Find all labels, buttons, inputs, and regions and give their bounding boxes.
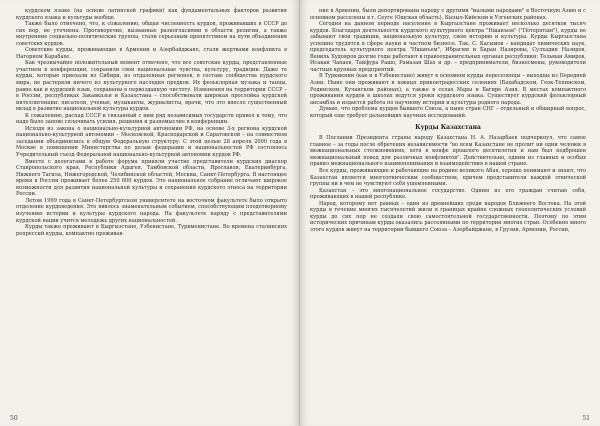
right-paragraph: ние в Армении, были депортированы народу с другими "малыми народами" в Восточную Азию и с основном расселены в г. Сеуге (Ошская область), Кызыл-Кийском и Узгенских районах. (310, 8, 586, 21)
section-heading: Курды Казахстана (415, 124, 481, 132)
right-page-text (310, 8, 586, 234)
right-paragraph: В Туркмении (как и в Узбекистане) живут в основном курды переселенцы – выходцы из Передней Азии. Ныне они проживают в южных приконтрадесских селениях (Бахабадском, Геок-Тепинском, Родинском, Кучанском районах), а также в селах Мары и Багире Азия. В местах компактного проживания курдов в школах ведутся уроки курдского языка. Существует курдский фольклорный ансамбль и издается работа по научному истории и культуры родного народа. (310, 73, 586, 106)
left-paragraph: Как чрезвычайно положительный момент отмечено, что все советские курды, представленные участием в конференции, сохранили свои национальные чувства, культуру, традиции. Даже те курды, которые приехали из Сибири, из отдаленных регионов, в составе сообщества курдского мира, не растеряли ничего из культурного наследия предков. Их фольклорная музыка и танцы, равно как и курдский язык, сохранены в первозданную чистоту. Изменения на территории СССР – в России, республиках Закавказья и Казахстана – способствовали широкая прослойка курдской интеллигенции: писатели, ученые, музыканты, журналисты, врачи, что это внесло существенный вклад в развитие национальной культуры курдов. (16, 60, 287, 113)
left-paragraph: Летом 1999 года в Санкт-Петербургском университете на восточном факультете было открыто отделение курдоведения. Это явилось знаменательным событием, способствующим плодотворному изучению истории и культуры курдского народа. На факультете наряду с представителями курдской нации учится молодежь других национальностей. (16, 197, 287, 224)
left-paragraph: К сожалению, распад СССР и связанный с ним ряд независимых государств привел к тому, что надо было заново сплачивать усилия, решения и разномыслие в конференции. (16, 112, 287, 126)
right-paragraph: Казахстан – это многонациональное государство. Одним из его граждан считаю себя, проживающих в нашей республике. (310, 187, 586, 201)
right-page-number: 51 (582, 415, 590, 422)
left-paragraph: Курды также проживают в Кыргызстане, Узбекистане, Туркменистане. Во времена сталинских репрессий курды, компактно проживав- (16, 224, 287, 237)
right-paragraph: Думаю, что проблема курдов бывшего Союза, а ныне стран СНГ – отдельный и обширный вопрос, который еще требует дальнейших научных исследований. (310, 106, 586, 119)
right-paragraph: Все курды, проживающие и работающие на родине великого Абая, хорошо понимают и знают, что Казахстан является многоэтническим сообществом, причем представители каждой этнической группы ни в чем не чувствуют себя ущемленными. (310, 168, 586, 188)
left-paragraph: Исходя из закона о национально-культурной автономии РФ, на основе 3-х региона курдской национально-культурной автономии – Московской, Краснодарской и Саратовской – на совместном заседании объединились в общую Федеральную структуру. С этой целью 28 апреля 2000 года в Москве в помещении Министерства по делам федерации и национальностей РФ состоялось Учредительный съезд Федеральной национально-культурной автономии курдов РФ. (16, 125, 287, 159)
left-paragraph: Советские курды, проживающие в Армении и Азербайджане, стали жертвами конфликта в Нагорном Карабахе. (16, 47, 287, 60)
left-page-text (16, 8, 287, 237)
right-page (300, 0, 600, 426)
left-paragraph: Также было отмечено, что, к сожалению, общая численность курдов, проживавших в СССР до сих пор, не уточнена. Противоречие, вызванные разногласиями в области религии, а также внутренние социально-политические группы, стали серьезным препятствием на пути объединения советских курдов. (16, 21, 287, 47)
right-paragraph: Народ, которому нет равных – один из древнейших среди народов Ближнего Востока. На этой курды в течение многих тысячелетий жили в границах крайне сложных геополитических условий курды до сих пор не создали свою самостоятельной государственности. Поэтому по этим исторических причинам курды оказались рассеянными по территории многих стран. Особенно много этого курдов живут на территории бывшего Союза – Азербайджане, в Грузии, Армении, России, (310, 200, 586, 233)
left-paragraph: курдском языке (на основе латинской графики) как фундаментальных факторов развития курдского языка и культуры вообще. (16, 8, 287, 21)
left-paragraph: Вместе с делегатами в работе форума приняли участие представители курдских диаспор Ставропольского края, Республики Адыгея, Тамбовской области, Ярославля, Екатеринбурга, Нижнего Тагила, Нижегородской, Челябинской областей, Москвы, Санкт-Петербурга. В настоящее время в России проживает более 250 600 курдов. Это национальное собрание отличают широкое возможности для развития национальной культуры и сохранения курдского этноса на территории России. (16, 158, 287, 198)
right-paragraph: Сегодня на данном периоде население в Кыргызстане проживает несколько десятков тысяч курдов. Благодаря деятельности курдского культурного центра "Ншанъем" ("Потерятым"), курды не забывают свои традиции, национальную культуру, свою историю и культуры. Курды Кыргызстана успешно трудятся в сфере науки и частном бизнесе. Так, С. Касымов – кандидат химических наук, председатель культурного центра "Ншанъем", Ибрагим и Баран Назировы, Сулхадин Назиров, Вениль Худояров долгие годы работают в правоохранительных органах республики: Тельман Амиров, Исакан Чапаев, Тайфура Рашо, Рамазан Шах и др. – предприниматели, бизнесмены, руководители частных крупных предприятий. (310, 21, 586, 73)
left-page-number: 50 (10, 415, 18, 422)
right-paragraph: В Послании Президента страны народу Казахстана Н. А. Назарбаев подчеркнул, что самое главное – за годы после обретения независимости "во всем Казахстане не пролит ни одни человек в межнациональных столкновениях, хотя в конфе прошлого десятилетия и нам был подброшен межнациональный повод для различных конфликтов". Действительно, одним из главных и особых правил межнационального взаимопонимания и взаимодействия в нашей стране. (310, 135, 586, 168)
